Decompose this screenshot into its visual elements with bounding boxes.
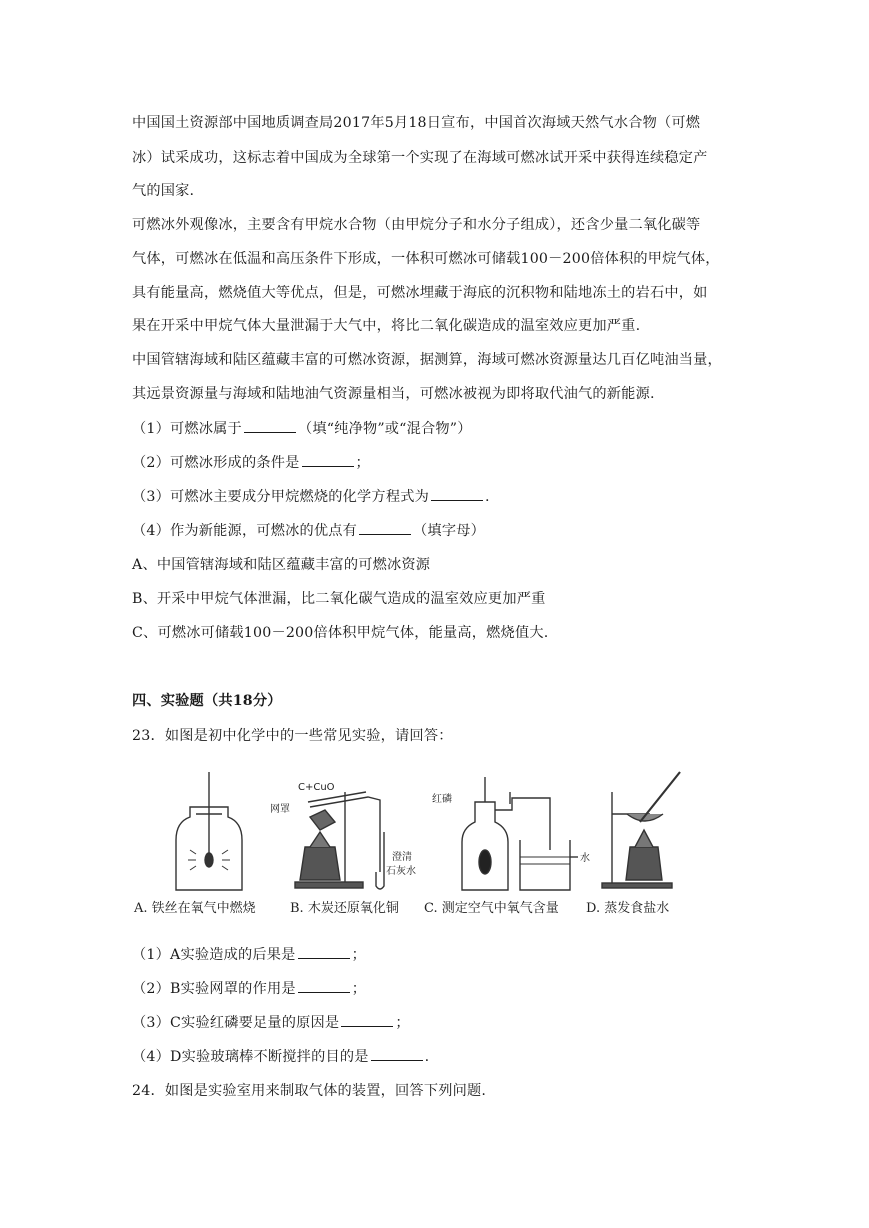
q22-sub1-hint: （填“纯净物”或“混合物”） <box>297 421 472 437</box>
q23-sub1 <box>132 944 366 965</box>
passage-p3-line1: 中国管辖海域和陆区蕴藏丰富的可燃冰资源，据测算，海域可燃冰资源量达几百亿吨油当量， <box>132 352 722 368</box>
passage-p1-line3: 气的国家. <box>132 183 195 199</box>
passage-p1-line2: 冰）试采成功，这标志着中国成为全球第一个实现了在海域可燃冰试开采中获得连续稳定产 <box>132 150 708 166</box>
apparatus-c <box>462 777 578 890</box>
passage-p2-line2: 气体，可燃冰在低温和高压条件下形成，一体积可燃冰可储载100－200倍体积的甲烷气体， <box>132 251 720 267</box>
apparatus-d <box>602 772 680 888</box>
answer-blank[interactable] <box>244 418 296 433</box>
passage-p2-line4: 果在开采中甲烷气体大量泄漏于大气中，将比二氧化碳造成的温室效应更加严重. <box>132 318 641 334</box>
passage-p2-line3: 具有能量高，燃烧值大等优点，但是，可燃冰埋藏于海底的沉积物和陆地冻土的岩石中，如 <box>132 285 708 301</box>
q22-sub2-end: ； <box>355 455 370 471</box>
caption-d: D. 蒸发食盐水 <box>586 901 670 916</box>
answer-blank[interactable] <box>359 520 411 535</box>
label-limewater-2: 石灰水 <box>386 866 416 877</box>
answer-blank[interactable] <box>302 452 354 467</box>
q22-sub2 <box>132 452 370 473</box>
label-water: 水 <box>580 853 590 864</box>
q23-sub4-end: . <box>424 1049 430 1065</box>
section-heading: 四、实验题（共18分） <box>132 693 282 709</box>
q22-sub1 <box>132 418 472 439</box>
q22-sub4-hint: （填字母） <box>413 523 485 539</box>
q23-sub2-end: ； <box>351 981 367 997</box>
q22-option-c: C、可燃冰可储载100－200倍体积甲烷气体，能量高，燃烧值大. <box>132 625 549 641</box>
answer-blank[interactable] <box>431 486 483 501</box>
label-limewater-1: 澄清 <box>392 852 412 863</box>
label-red-phosphorus: 红磷 <box>432 794 452 805</box>
answer-blank[interactable] <box>341 1012 393 1027</box>
q22-sub3-end: . <box>484 489 490 505</box>
passage-p3-line2: 其远景资源量与海域和陆地油气资源量相当，可燃冰被视为即将取代油气的新能源. <box>132 386 655 402</box>
caption-b: B. 木炭还原氧化铜 <box>290 901 399 916</box>
q23-sub4-text: （4）D实验玻璃棒不断搅拌的目的是 <box>132 1049 369 1065</box>
answer-blank[interactable] <box>298 978 350 993</box>
caption-c: C. 测定空气中氧气含量 <box>424 901 559 916</box>
experiment-figure <box>130 762 690 927</box>
q22-option-b: B、开采中甲烷气体泄漏，比二氧化碳气造成的温室效应更加严重 <box>132 591 546 607</box>
q22-sub4-text: （4）作为新能源，可燃冰的优点有 <box>132 523 358 539</box>
q24-stem: 24．如图是实验室用来制取气体的装置，回答下列问题. <box>132 1083 487 1099</box>
passage-p1-line1: 中国国土资源部中国地质调查局2017年5月18日宣布，中国首次海域天然气水合物（可燃 <box>132 115 701 131</box>
q22-sub3-text: （3）可燃冰主要成分甲烷燃烧的化学方程式为 <box>132 489 429 505</box>
q23-sub2-text: （2）B实验网罩的作用是 <box>132 981 296 997</box>
q23-sub3-text: （3）C实验红磷要足量的原因是 <box>132 1015 340 1031</box>
caption-a: A. 铁丝在氧气中燃烧 <box>134 901 256 916</box>
q23-sub4 <box>132 1046 429 1067</box>
q22-sub4 <box>132 520 485 541</box>
q22-option-a: A、中国管辖海域和陆区蕴藏丰富的可燃冰资源 <box>132 557 431 573</box>
q23-sub3 <box>132 1012 410 1033</box>
answer-blank[interactable] <box>298 944 350 959</box>
q22-sub2-text: （2）可燃冰形成的条件是 <box>132 455 300 471</box>
answer-blank[interactable] <box>371 1046 423 1061</box>
apparatus-b <box>295 792 384 889</box>
q23-stem: 23．如图是初中化学中的一些常见实验，请回答： <box>132 728 453 744</box>
q23-sub1-end: ； <box>351 947 366 963</box>
label-mesh: 网罩 <box>270 804 290 815</box>
q23-sub3-end: ； <box>395 1015 410 1031</box>
q23-sub2 <box>132 978 366 999</box>
experiment-diagram <box>130 762 690 927</box>
apparatus-a <box>176 772 242 890</box>
passage-p2-line1: 可燃冰外观像冰，主要含有甲烷水合物（由甲烷分子和水分子组成），还含少量二氧化碳等 <box>132 217 701 233</box>
q23-sub1-text: （1）A实验造成的后果是 <box>132 947 296 963</box>
q22-sub3 <box>132 486 490 507</box>
q22-sub1-text: （1）可燃冰属于 <box>132 421 242 437</box>
label-c-cuo: C+CuO <box>298 782 335 793</box>
